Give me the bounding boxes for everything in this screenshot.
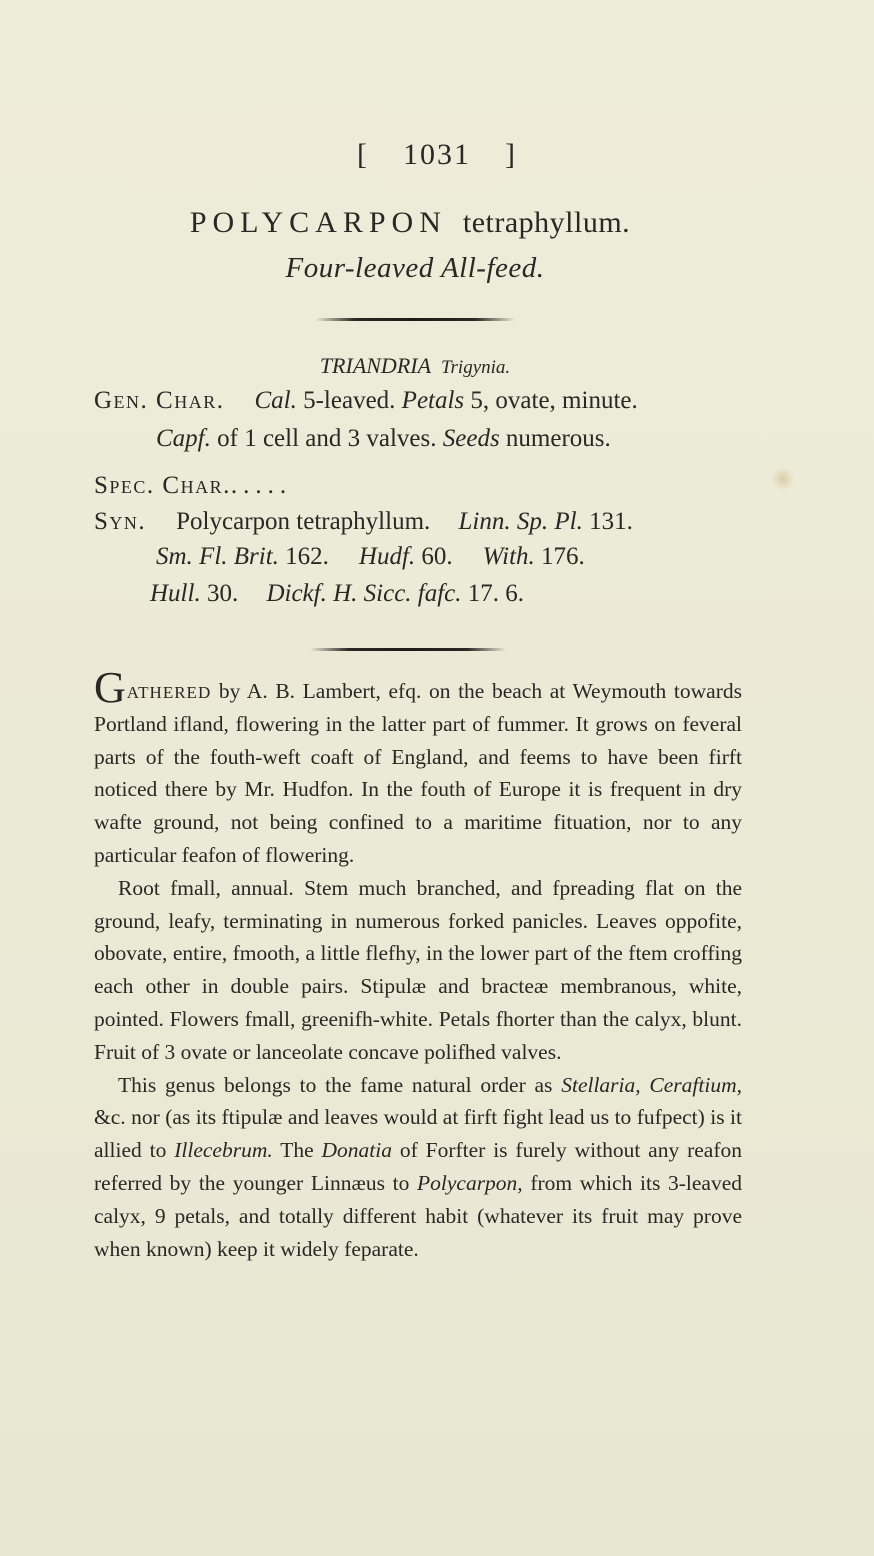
drop-cap: G	[94, 663, 126, 712]
gen-char-label: Gen. Char.	[94, 387, 225, 414]
genus-name: POLYCARPON	[189, 206, 447, 239]
syn-label: Syn.	[94, 508, 147, 535]
order-name: Trigynia.	[441, 357, 511, 378]
class-name: TRIANDRIA	[319, 353, 432, 378]
common-name: Four-leaved All-feed.	[285, 252, 545, 284]
page-number-value: 1031	[403, 138, 471, 171]
synonyms-line-2: Sm. Fl. Brit. 162. Hudf. 60. With. 176.	[156, 543, 585, 570]
page-number-right-bracket: ]	[505, 138, 517, 171]
paragraph-habitat: Gathered by A. B. Lambert, efq. on the beach at Weymouth towards Portland ifland, flowering in the latter part of fummer. It grows on feveral parts of the fouth-weft coaft of England, and feems to have been firft noticed there by Mr. Hudfon. In the fouth of Europe it is frequent in dry wafte ground, not being confined to a maritime fituation, nor to any particular feafon of flowering.	[94, 663, 742, 867]
page-number	[0, 138, 874, 172]
paragraph-description: Root fmall, annual. Stem much branched, and fpreading flat on the ground, leafy, terminating in numerous forked panicles. Leaves oppofite, obovate, entire, fmooth, a little flefhy, in the lower part of the ftem croffing each other in double pairs. Stipulæ and bractеæ membranous, white, pointed. Flowers fmall, greenifh-white. Petals fhorter than the calyx, blunt. Fruit of 3 ovate or lanceolate concave polifhed valves.	[94, 875, 742, 1064]
spec-char-dots: .....	[230, 472, 293, 499]
page-number-left-bracket: [	[357, 138, 369, 171]
species-title	[0, 206, 820, 240]
ornamental-rule-bottom	[310, 648, 506, 651]
ornamental-rule-top	[315, 318, 515, 321]
synonyms-line-3: Hull. 30. Dickf. H. Sicc. fafc. 17. 6.	[150, 580, 525, 607]
generic-character-line-1: Gen. Char. Cal. 5-leaved. Petals 5, ovate, minute.	[94, 387, 638, 414]
opening-word: athered	[126, 678, 212, 704]
description-text	[94, 663, 742, 1265]
species-name: tetraphyllum.	[462, 206, 631, 239]
linnaean-classification	[0, 353, 830, 379]
synonyms-line-1: Syn. Polycarpon tetraphyllum. Linn. Sp. Pl. 131.	[94, 508, 633, 535]
paper-stain	[770, 468, 796, 490]
spec-char-label: Spec. Char.	[94, 472, 231, 499]
specific-character-line	[94, 472, 292, 500]
paragraph-affinities: This genus belongs to the fame natural order as Stellaria, Ceraftium, &c. nor (as its ftipulæ and leaves would at firft fight lead us to fufpect) is it allied to Illecebrum. The Donatia of Forfter is furely without any reafon referred by the younger Linnæus to Polycarpon, from which its 3-leaved calyx, 9 petals, and totally different habit (whatever its fruit may prove when known) keep it widely feparate.	[94, 1072, 742, 1261]
generic-character-line-2: Capf. of 1 cell and 3 valves. Seeds numerous.	[156, 425, 611, 452]
